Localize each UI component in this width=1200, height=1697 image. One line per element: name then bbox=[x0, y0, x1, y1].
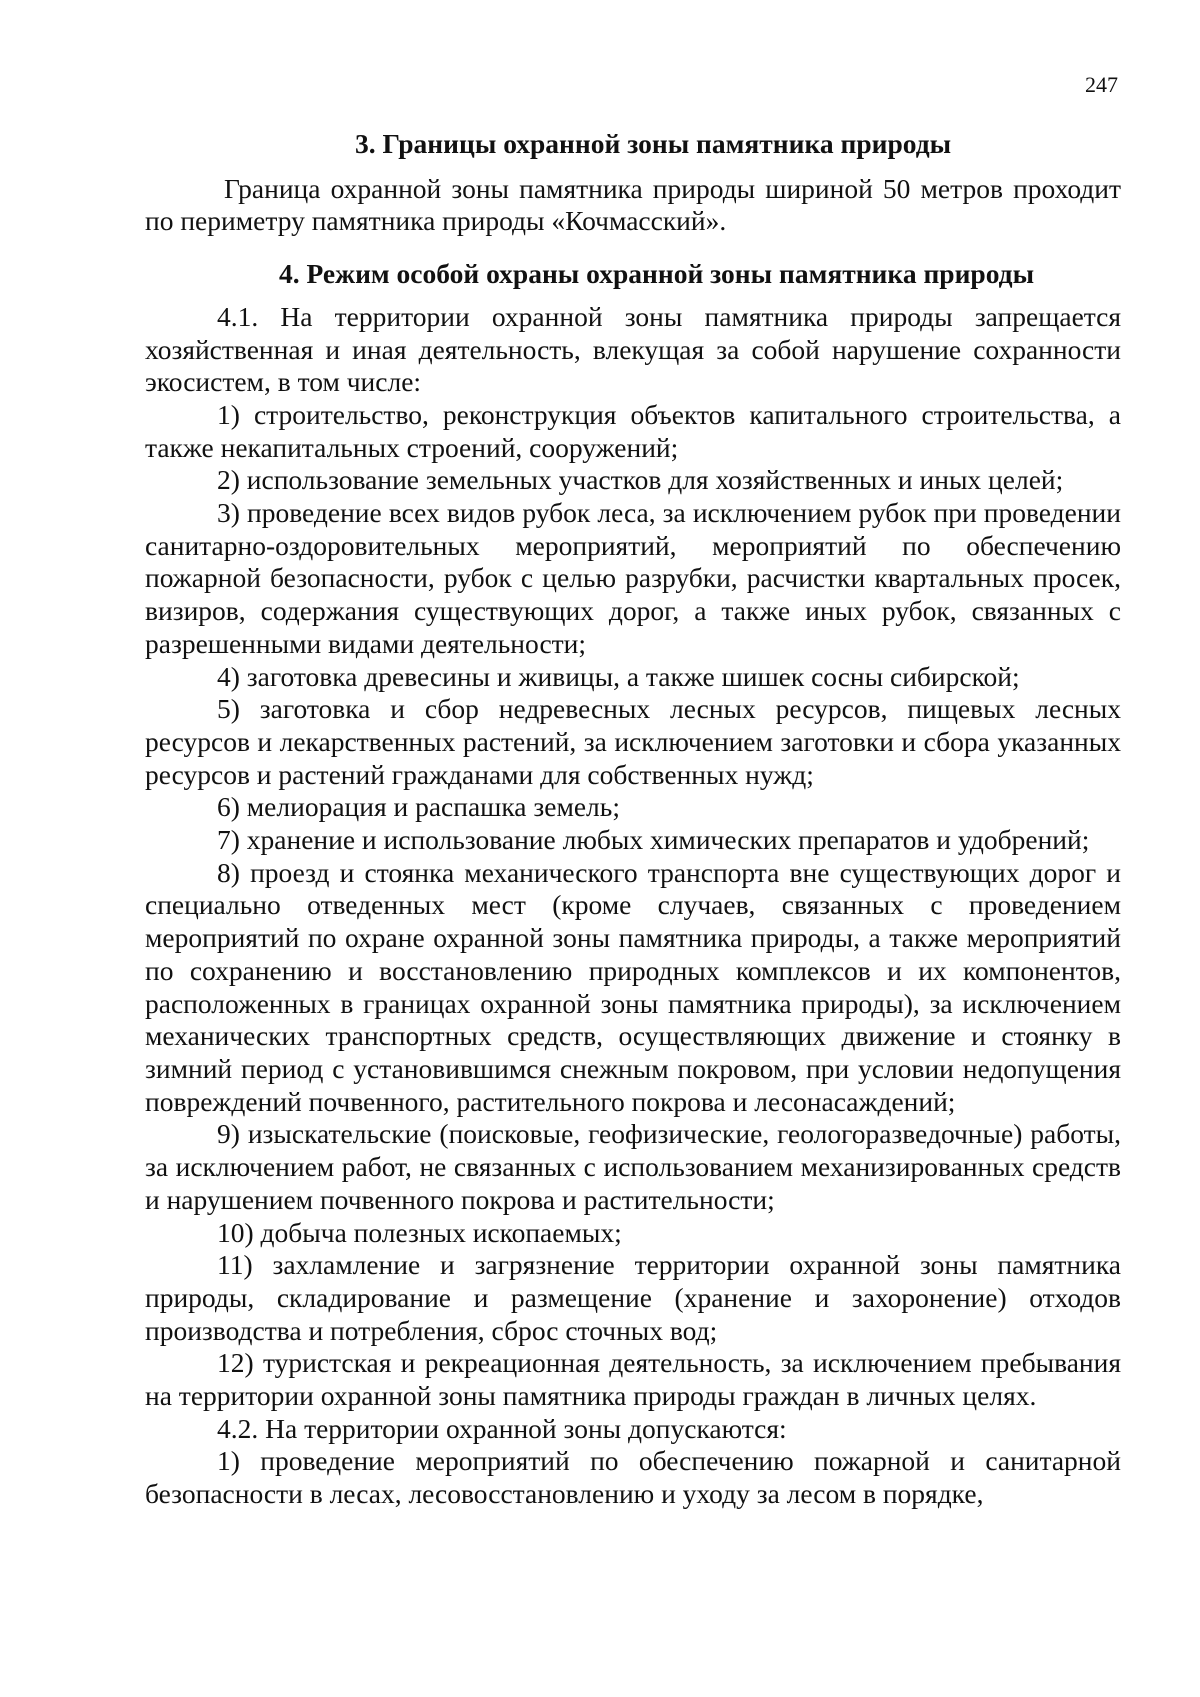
list-item: 8) проезд и стоянка механического транспорта вне существующих дорог и специально отведенных мест (кроме случаев, связанных с проведением мероприятий по охране охранной зоны памятника природы, а также мероприятий по сохранению и восстановлению природных комплексов и их компонентов, расположенных в границах охранной зоны памятника природы), за исключением механических транспортных средств, осуществляющих движение и стоянку в зимний период с установившимся снежным покровом, при условии недопущения повреждений почвенного, растительного покрова и лесонасаждений; bbox=[145, 856, 1121, 1117]
list-item: 10) добыча полезных ископаемых; bbox=[217, 1216, 622, 1248]
paragraph-4-2: 4.2. На территории охранной зоны допускаются: bbox=[217, 1412, 787, 1444]
section-4-heading: 4. Режим особой охраны охранной зоны памятника природы bbox=[279, 258, 1035, 290]
section-3-heading: 3. Границы охранной зоны памятника природы bbox=[355, 128, 952, 159]
list-item: 1) проведение мероприятий по обеспечению пожарной и санитарной безопасности в лесах, лесовосстановлению и уходу за лесом в порядке, bbox=[145, 1445, 1121, 1510]
section-3-text: Граница охранной зоны памятника природы шириной 50 метров проходит по периметру памятника природы «Кочмасский». bbox=[145, 172, 1121, 237]
list-item: 12) туристская и рекреационная деятельность, за исключением пребывания на территории охранной зоны памятника природы граждан в личных целях. bbox=[145, 1347, 1121, 1412]
list-item: 6) мелиорация и распашка земель; bbox=[217, 791, 620, 823]
list-item: 5) заготовка и сбор недревесных лесных ресурсов, пищевых лесных ресурсов и лекарственных растений, за исключением заготовки и сбора указанных ресурсов и растений гражданами для собственных нужд; bbox=[145, 693, 1121, 790]
list-item: 11) захламление и загрязнение территории охранной зоны памятника природы, складирование и размещение (хранение и захоронение) отходов производства и потребления, сброс сточных вод; bbox=[145, 1249, 1121, 1346]
list-item: 1) строительство, реконструкция объектов капитального строительства, а также некапитальных строений, сооружений; bbox=[145, 398, 1121, 463]
list-item: 7) хранение и использование любых химических препаратов и удобрений; bbox=[217, 824, 1090, 856]
page-number: 247 bbox=[1085, 72, 1118, 97]
document-body bbox=[145, 128, 1121, 1511]
list-item: 4) заготовка древесины и живицы, а также шишек сосны сибирской; bbox=[217, 660, 1020, 692]
list-item: 9) изыскательские (поисковые, геофизические, геологоразведочные) работы, за исключением работ, не связанных с использованием механизированных средств и нарушением почвенного покрова и растительности; bbox=[145, 1118, 1121, 1215]
list-item: 2) использование земельных участков для хозяйственных и иных целей; bbox=[217, 464, 1064, 496]
paragraph-4-1: 4.1. На территории охранной зоны памятника природы запрещается хозяйственная и иная деятельность, влекущая за собой нарушение сохранности экосистем, в том числе: bbox=[145, 300, 1121, 398]
list-item: 3) проведение всех видов рубок леса, за исключением рубок при проведении санитарно-оздоровительных мероприятий, мероприятий по обеспечению пожарной безопасности, рубок с целью разрубки, расчистки квартальных просек, визиров, содержания существующих дорог, а также иных рубок, связанных с разрешенными видами деятельности; bbox=[145, 497, 1121, 659]
